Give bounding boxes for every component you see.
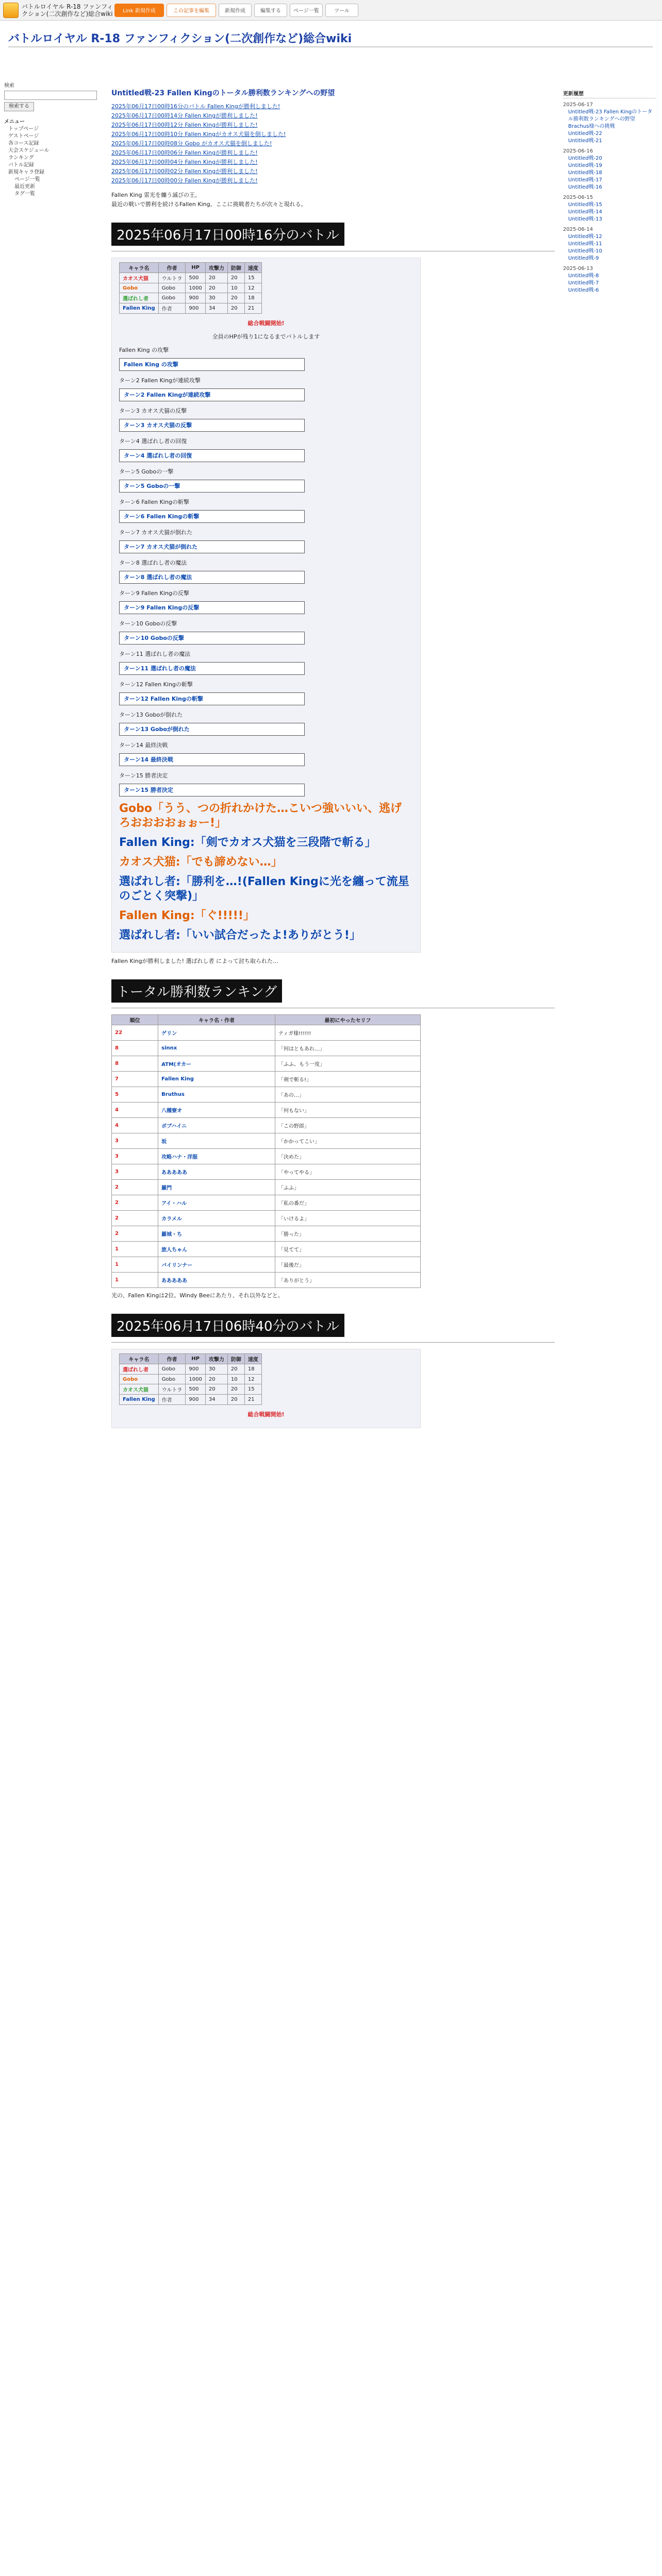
table-row [120,303,262,314]
battle-log-1 [111,258,421,953]
rank-row [112,1041,421,1056]
table-cell: 作者 [158,1395,186,1405]
history-link[interactable]: Untitled戦-19 [568,163,602,168]
left-sidebar [4,82,102,198]
battle-link[interactable]: 2025年06月17日00時00分 Fallen Kingが勝利しました! [111,177,258,184]
rank-cell[interactable]: Bruthus [158,1087,275,1103]
turn-box [119,419,305,432]
site-name[interactable]: バトルロイヤル R-18 ファンフィクション(二次創作など)総合wiki [22,3,113,18]
history-link[interactable]: Untitled戦-14 [568,209,602,215]
ranking-heading: トータル勝利数ランキング [111,979,282,1003]
turn-line: ターン8 選ばれし者の魔法 [124,574,192,581]
rank-cell: 2 [112,1226,158,1242]
rank-cell: 8 [112,1041,158,1056]
gobo-shout: Gobo「うう、つの折れかけた…こいつ強いいい、逃げろおおおおぉぉー!」 [119,802,402,829]
rank-cell: 「かかってこい」 [275,1133,420,1149]
rank-cell[interactable]: あああああ [158,1273,275,1288]
history-link[interactable]: Untitled戦-8 [568,273,599,279]
table-cell: 10 [227,1375,244,1384]
ranking-table [111,1014,421,1288]
table-cell: Gobo [120,1375,159,1384]
rank-cell[interactable]: ゲリン [158,1025,275,1041]
turn-label: ターン8 選ばれし者の魔法 [119,560,187,566]
battle-link[interactable]: 2025年06月17日00時02分 Fallen Kingが勝利しました! [111,168,258,175]
table-header: キャラ名 [120,263,159,273]
turn-label: ターン15 勝者決定 [119,772,168,779]
turn-label: ターン10 Goboの反撃 [119,620,177,627]
turn-box [119,510,305,523]
rank-cell[interactable]: 八種寮オ [158,1103,275,1118]
turn-line: ターン10 Goboの反撃 [124,635,184,641]
history-link[interactable]: Untitled戦-13 [568,216,602,222]
table-cell: 15 [244,1384,261,1395]
table-cell: Gobo [158,283,186,293]
table-cell: 18 [244,293,261,303]
table-row [120,1395,262,1405]
history-date: 2025-06-14 [563,227,593,232]
rank-row [112,1087,421,1103]
rank-cell[interactable]: ボブハイニ [158,1118,275,1133]
intro-text-2: 最近の戦いで勝利を続けるFallen King。ここに挑戦者たちが次々と現れる。 [111,201,307,208]
battle-links [111,102,555,185]
history-link[interactable]: Untitled戦-6 [568,287,599,293]
turn-box [119,388,305,401]
battle-link[interactable]: 2025年06月17日00時06分 Fallen Kingが勝利しました! [111,149,258,156]
battle-log-2 [111,1349,421,1428]
rank-row [112,1025,421,1041]
table-row [120,293,262,303]
turn-label: ターン9 Fallen Kingの反撃 [119,590,189,597]
turn-box [119,540,305,553]
turn-label: ターン2 Fallen Kingが連続攻撃 [119,377,201,384]
history-link[interactable]: Untitled戦-9 [568,256,599,261]
turn-line: ターン9 Fallen Kingの反撃 [124,604,200,611]
menu-item[interactable]: 各コース記録 [8,141,39,146]
history-date: 2025-06-17 [563,102,593,108]
table-cell: Fallen King [120,303,159,314]
history-title: 更新履歴 [563,91,656,98]
turn-box [119,784,305,796]
turn-label: ターン3 カオス犬猫の反撃 [119,408,187,414]
rank-cell[interactable]: 羅門 [158,1180,275,1195]
turn-line: ターン13 Goboが倒れた [124,726,190,733]
table-header: キャラ名 [120,1354,159,1364]
battle-link[interactable]: 2025年06月17日00時04分 Fallen Kingが勝利しました! [111,159,258,165]
menu-item[interactable]: トップページ [8,126,39,132]
table-cell: 20 [227,273,244,283]
turn-line: ターン2 Fallen Kingが連続攻撃 [124,392,211,398]
table-cell: 900 [186,1395,205,1405]
history-date: 2025-06-16 [563,148,593,154]
rank-cell: 「私の番だ」 [275,1195,420,1211]
menu-subitem[interactable]: ページ一覧 [14,177,40,182]
history-date: 2025-06-13 [563,266,593,272]
turn-line: ターン4 選ばれし者の回復 [124,452,192,459]
table-cell: 500 [186,1384,205,1395]
table-cell: 900 [186,293,205,303]
edit-page-button[interactable]: この記事を編集 [167,4,216,17]
rank-cell[interactable]: バイリンナー [158,1257,275,1273]
table-cell: 34 [205,303,227,314]
menu-title: メニュー [4,119,25,125]
rank-cell: 1 [112,1273,158,1288]
menu-item[interactable]: バトル記録 [8,162,34,168]
table-row [120,1375,262,1384]
battle-table-1 [119,262,262,314]
table-cell: Gobo [158,293,186,303]
turn-label: ターン6 Fallen Kingの斬撃 [119,499,189,505]
battle-heading-2: 2025年06月17日06時40分のバトル [111,1314,344,1337]
rank-header: 最初にやったセリフ [275,1015,420,1025]
table-cell: Gobo [158,1364,186,1375]
table-header: 防御 [227,263,244,273]
table-cell: 20 [227,293,244,303]
table-cell: 1000 [186,1375,205,1384]
history-link[interactable]: Untitled戦-23 Fallen Kingのトータル勝利数ランキングへの野望 [568,109,653,122]
history-date: 2025-06-15 [563,195,593,200]
quote-line: Fallen King:「剣でカオス犬猫を三段階で斬る」 [119,836,376,849]
rank-cell: 「ふふ」 [275,1180,420,1195]
turn-label: ターン12 Fallen Kingの斬撃 [119,681,193,688]
table-cell: 20 [227,1384,244,1395]
turn-line: Fallen King の攻撃 [124,361,178,368]
table-cell: ウルトラ [158,1384,186,1395]
table-header: HP [186,1354,205,1364]
table-header: 攻撃力 [205,1354,227,1364]
table-cell: 20 [205,283,227,293]
history-link[interactable]: Untitled戦-21 [568,138,602,144]
rank-row [112,1226,421,1242]
rank-cell: ティガ様!!!!!! [275,1025,420,1041]
rank-header: キャラ名・作者 [158,1015,275,1025]
rank-cell: 2 [112,1211,158,1226]
table-cell: カオス犬猫 [120,1384,159,1395]
table-header: 速度 [244,263,261,273]
rank-cell: 「見てて」 [275,1242,420,1257]
rank-cell: 「最後だ」 [275,1257,420,1273]
table-cell: 20 [205,1384,227,1395]
menu-subitem[interactable]: 最近更新 [14,184,35,190]
table-cell: 900 [186,303,205,314]
menu-list [4,126,102,198]
rank-cell[interactable]: 攻略ハナ・洋服 [158,1149,275,1164]
table-cell: 10 [227,283,244,293]
turn-line: ターン12 Fallen Kingの斬撃 [124,696,203,702]
quote-line: カオス犬猫:「でも諦めない…」 [119,856,283,869]
history-link[interactable]: Untitled戦-11 [568,241,602,247]
rank-cell: 「この野郎」 [275,1118,420,1133]
quote-line: 選ばれし者:「勝利を…!(Fallen Kingに光を纏って流星のごとく突撃)」 [119,875,409,903]
battle-link[interactable]: 2025年06月17日00時16分のバトル Fallen Kingが勝利しました! [111,103,280,110]
turn-label: ターン13 Goboが倒れた [119,711,183,718]
rank-cell: 2 [112,1195,158,1211]
table-cell: Fallen King [120,1395,159,1405]
rank-cell[interactable]: 旅人ちゃん [158,1242,275,1257]
turn-box [119,480,305,493]
turn-box [119,449,305,462]
turn-line: ターン15 勝者決定 [124,787,173,793]
history-list [563,101,656,294]
menu-item[interactable]: 新規キャラ登録 [8,170,44,175]
rank-cell: 2 [112,1180,158,1195]
history-link[interactable]: Untitled戦-15 [568,202,602,208]
rank-cell: 「何はともあれ…」 [275,1041,420,1056]
new-link-button[interactable]: Link 新規作成 [114,4,164,17]
turn-line: ターン14 最終決戦 [124,756,173,763]
table-cell: 30 [205,1364,227,1375]
battle-link[interactable]: 2025年06月17日00時10分 Fallen Kingがカオス犬猫を倒しました! [111,131,286,138]
rank-cell[interactable]: 羅城・ち [158,1226,275,1242]
rank-cell: 5 [112,1087,158,1103]
rank-cell: 「勝った」 [275,1226,420,1242]
rank-cell[interactable]: アイ・ハル [158,1195,275,1211]
rank-cell[interactable]: Fallen King [158,1072,275,1087]
rank-cell[interactable]: ATM(オカー [158,1056,275,1072]
rank-cell: 3 [112,1149,158,1164]
table-cell: 作者 [158,303,186,314]
table-header: 防御 [227,1354,244,1364]
rank-cell: 3 [112,1164,158,1180]
turn-line: ターン3 カオス犬猫の反撃 [124,422,192,429]
table-cell: 500 [186,273,205,283]
table-cell: 12 [244,1375,261,1384]
turn-line: ターン5 Goboの一撃 [124,483,180,489]
rank-cell[interactable]: sinnx [158,1041,275,1056]
rank-cell: 「剣で斬る!」 [275,1072,420,1087]
page-list-button[interactable]: ページ一覧 [290,4,323,17]
rank-cell: 「ありがとう」 [275,1273,420,1288]
history-link[interactable]: Untitled戦-22 [568,131,602,137]
rank-cell: 「ふふ、もう一度」 [275,1056,420,1072]
turn-line: ターン7 カオス犬猫が倒れた [124,544,198,550]
intro-text: Fallen King 雷光を纏う滅びの王。 [111,192,201,198]
history-link[interactable]: Untitled戦-17 [568,177,602,183]
turn-line: ターン11 選ばれし者の魔法 [124,665,196,672]
rank-cell: 8 [112,1056,158,1072]
table-cell: 21 [244,303,261,314]
turn-label: ターン7 カオス犬猫が倒れた [119,529,193,536]
table-header: 速度 [244,1354,261,1364]
rank-row [112,1133,421,1149]
table-cell: Gobo [158,1375,186,1384]
battle-link[interactable]: 2025年06月17日00時14分 Fallen Kingが勝利しました! [111,112,258,119]
rank-row [112,1211,421,1226]
battle-link[interactable]: 2025年06月17日00時08分 Gobo がカオス犬猫を倒しました! [111,140,272,147]
turn-list [119,346,413,796]
turn-line: ターン6 Fallen Kingの斬撃 [124,513,200,520]
history-link[interactable]: Untitled戦-12 [568,234,602,240]
table-cell: 選ばれし者 [120,293,159,303]
battle-start: 総合戦闘開始! [247,320,285,327]
table-row [120,1364,262,1375]
table-cell: 34 [205,1395,227,1405]
battle-heading-1: 2025年06月17日00時16分のバトル [111,223,344,246]
turn-label: Fallen King の攻撃 [119,347,169,353]
rank-row [112,1195,421,1211]
turn-box [119,723,305,736]
rank-cell: 「決めた」 [275,1149,420,1164]
turn-box [119,571,305,584]
rank-row [112,1103,421,1118]
history-link[interactable]: Untitled戦-7 [568,280,599,286]
turn-box [119,358,305,371]
tools-button[interactable]: ツール [325,4,358,17]
rank-cell: 22 [112,1025,158,1041]
search-button[interactable]: 検索する [4,102,34,111]
right-sidebar [563,91,656,294]
rank-row [112,1164,421,1180]
rank-cell: 3 [112,1133,158,1149]
turn-label: ターン11 選ばれし者の魔法 [119,651,191,657]
table-cell: ウルトラ [158,273,186,283]
rank-row [112,1149,421,1164]
turn-box [119,601,305,614]
rank-cell: 「いけるよ」 [275,1211,420,1226]
table-row [120,1384,262,1395]
table-cell: Gobo [120,283,159,293]
turn-label: ターン4 選ばれし者の回復 [119,438,187,445]
table-cell: 20 [205,273,227,283]
ranking-note: 光の、Fallen Kingは2位。Windy Beeにあたり、それ以外などと。 [111,1292,284,1299]
battle-table-2 [119,1353,262,1405]
table-cell: 1000 [186,283,205,293]
table-cell: 20 [227,1395,244,1405]
quote-line: 選ばれし者:「いい試合だったよ!ありがとう!」 [119,929,361,942]
rank-cell: 4 [112,1103,158,1118]
battle-start-2: 総合戦闘開始! [247,1411,285,1418]
rank-cell[interactable]: カラメル [158,1211,275,1226]
menu-subitem[interactable]: タグ一覧 [14,191,35,197]
table-cell: 900 [186,1364,205,1375]
history-link[interactable]: Untitled戦-20 [568,156,602,161]
table-cell: 選ばれし者 [120,1364,159,1375]
menu-item[interactable]: ランキング [8,155,34,161]
rank-header: 順位 [112,1015,158,1025]
menu-item[interactable]: ゲストページ [8,133,39,139]
turn-box [119,692,305,705]
rank-cell[interactable]: あああああ [158,1164,275,1180]
table-cell: 20 [227,1364,244,1375]
quote-line: Fallen King:「ぐ!!!!!」 [119,909,255,922]
table-cell: 12 [244,283,261,293]
table-cell: 20 [205,1375,227,1384]
rank-cell[interactable]: 坂 [158,1133,275,1149]
rank-cell: 1 [112,1257,158,1273]
rank-cell: 「やってやる」 [275,1164,420,1180]
rank-row [112,1118,421,1133]
history-link[interactable]: Untitled戦-16 [568,184,602,190]
table-cell: 21 [244,1395,261,1405]
table-header: HP [186,263,205,273]
history-link[interactable]: Brachus様への挑戦 [568,124,615,129]
menu-item[interactable]: 大会スケジュール [8,148,49,154]
turn-label: ターン14 最終決戦 [119,742,168,749]
site-header [0,0,662,21]
history-link[interactable]: Untitled戦-18 [568,170,602,176]
rank-row [112,1180,421,1195]
edit-button[interactable]: 編集する [254,4,287,17]
table-header: 作者 [158,1354,186,1364]
turn-box [119,662,305,675]
table-cell: 30 [205,293,227,303]
table-header: 攻撃力 [205,263,227,273]
table-header: 作者 [158,263,186,273]
rank-row [112,1056,421,1072]
table-cell: 18 [244,1364,261,1375]
table-row [120,273,262,283]
rank-cell: 7 [112,1072,158,1087]
turn-box [119,753,305,766]
rank-row [112,1257,421,1273]
rank-cell: 「何もない」 [275,1103,420,1118]
table-cell: カオス犬猫 [120,273,159,283]
search-label: 検索 [4,83,14,89]
battle-result: Fallen Kingが勝利しました! 選ばれし者 によって討ち取られた… [111,958,279,964]
battle-link[interactable]: 2025年06月17日00時12分 Fallen Kingが勝利しました! [111,122,258,128]
main-content [111,88,555,1428]
battle-start-note: 全員のHPが残り1になるまでバトルします [212,333,320,340]
rank-cell: 4 [112,1118,158,1133]
page-heading: Untitled戦-23 Fallen Kingのトータル勝利数ランキングへの野望 [111,89,335,97]
page-title-bar [8,30,653,47]
rank-cell: 1 [112,1242,158,1257]
table-row [120,283,262,293]
turn-label: ターン5 Goboの一撃 [119,468,174,475]
search-input[interactable] [4,91,97,100]
rank-cell: 「あの…」 [275,1087,420,1103]
table-cell: 15 [244,273,261,283]
rank-row [112,1242,421,1257]
turn-box [119,632,305,645]
new-page-button[interactable]: 新規作成 [219,4,252,17]
rank-row [112,1072,421,1087]
table-cell: 20 [227,303,244,314]
wiki-logo-icon [3,3,19,18]
wiki-title[interactable]: バトルロイヤル R-18 ファンフィクション(二次創作など)総合wiki [8,32,352,45]
history-link[interactable]: Untitled戦-10 [568,248,602,254]
quote-list [119,836,413,943]
rank-row [112,1273,421,1288]
